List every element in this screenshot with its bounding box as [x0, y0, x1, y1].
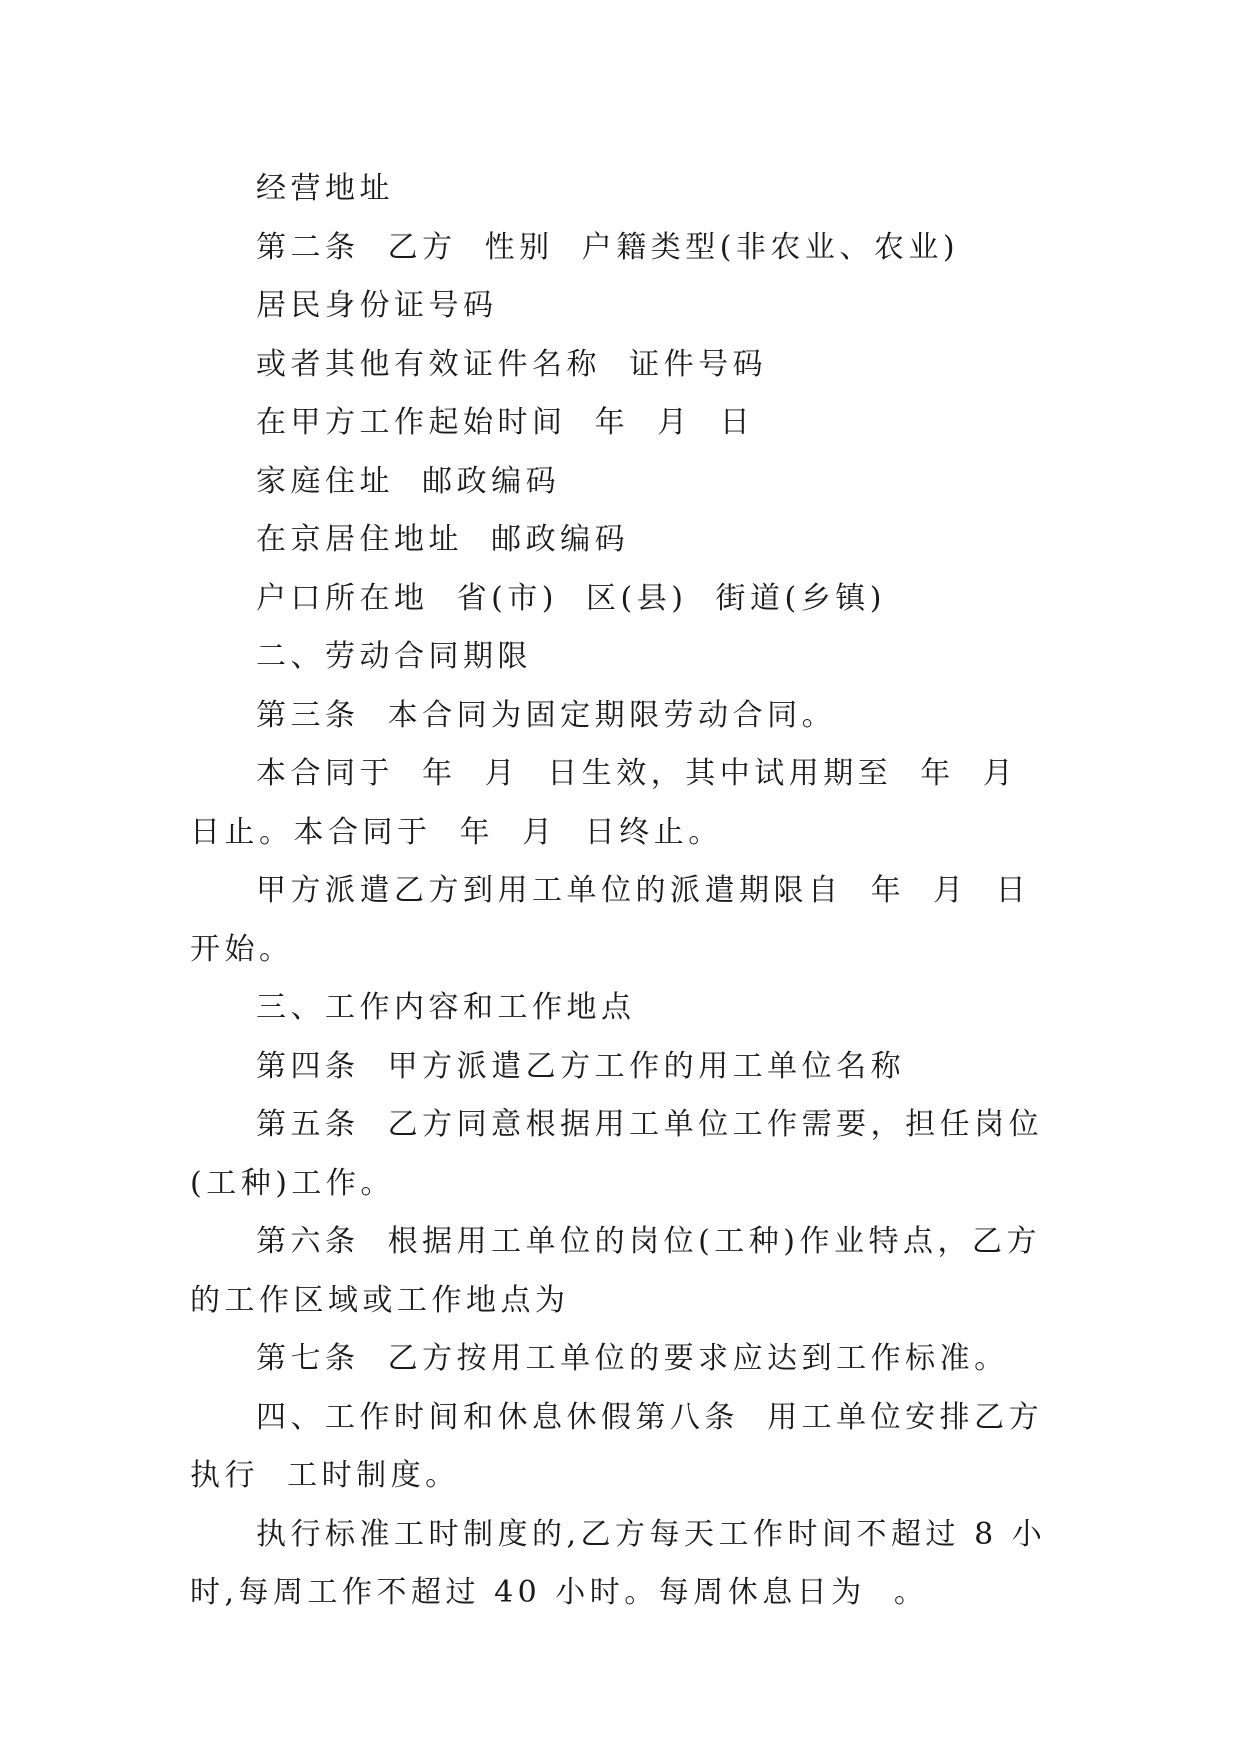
- paragraph-start-date: 在甲方工作起始时间 年 月 日: [256, 405, 755, 440]
- paragraph-article-3: 第三条 本合同为固定期限劳动合同。: [256, 697, 837, 733]
- paragraph-article-5: 第五条 乙方同意根据用工单位工作需要，担任岗位(工种)工作。: [190, 1107, 1044, 1201]
- paragraph-article-4: 第四条 甲方派遣乙方工作的用工单位名称: [256, 1048, 906, 1084]
- paragraph-beijing-address: 在京居住地址 邮政编码: [256, 522, 630, 557]
- section-heading-contract-term: 二、劳动合同期限: [256, 639, 532, 674]
- paragraph-business-address: 经营地址: [256, 171, 394, 206]
- paragraph-article-2: 第二条 乙方 性别 户籍类型(非农业、农业): [256, 229, 960, 265]
- paragraph-hukou-location: 户口所在地 省(市) 区(县) 街道(乡镇): [256, 580, 886, 616]
- paragraph-effective-dates: 本合同于 年 月 日生效，其中试用期至 年 月 日止。本合同于 年 月 日终止。: [190, 756, 1046, 850]
- paragraph-article-6: 第六条 根据用工单位的岗位(工种)作业特点，乙方的工作区域或工作地点为: [190, 1224, 1041, 1318]
- paragraph-standard-hours: 执行标准工时制度的,乙方每天工作时间不超过 8 小时,每周工作不超过 40 小时。每周休息日为 。: [190, 1516, 1047, 1610]
- paragraph-article-8: 四、工作时间和休息休假第八条 用工单位安排乙方执行 工时制度。: [190, 1399, 1044, 1493]
- paragraph-home-address: 家庭住址 邮政编码: [256, 463, 561, 499]
- paragraph-other-id: 或者其他有效证件名称 证件号码: [256, 346, 768, 382]
- paragraph-id-number: 居民身份证号码: [256, 288, 498, 323]
- document-body: [190, 160, 1060, 1623]
- paragraph-article-7: 第七条 乙方按用工单位的要求应达到工作标准。: [256, 1341, 1009, 1376]
- section-heading-work-content: 三、工作内容和工作地点: [256, 990, 636, 1025]
- paragraph-dispatch-period: 甲方派遣乙方到用工单位的派遣期限自 年 月 日开始。: [190, 873, 1031, 967]
